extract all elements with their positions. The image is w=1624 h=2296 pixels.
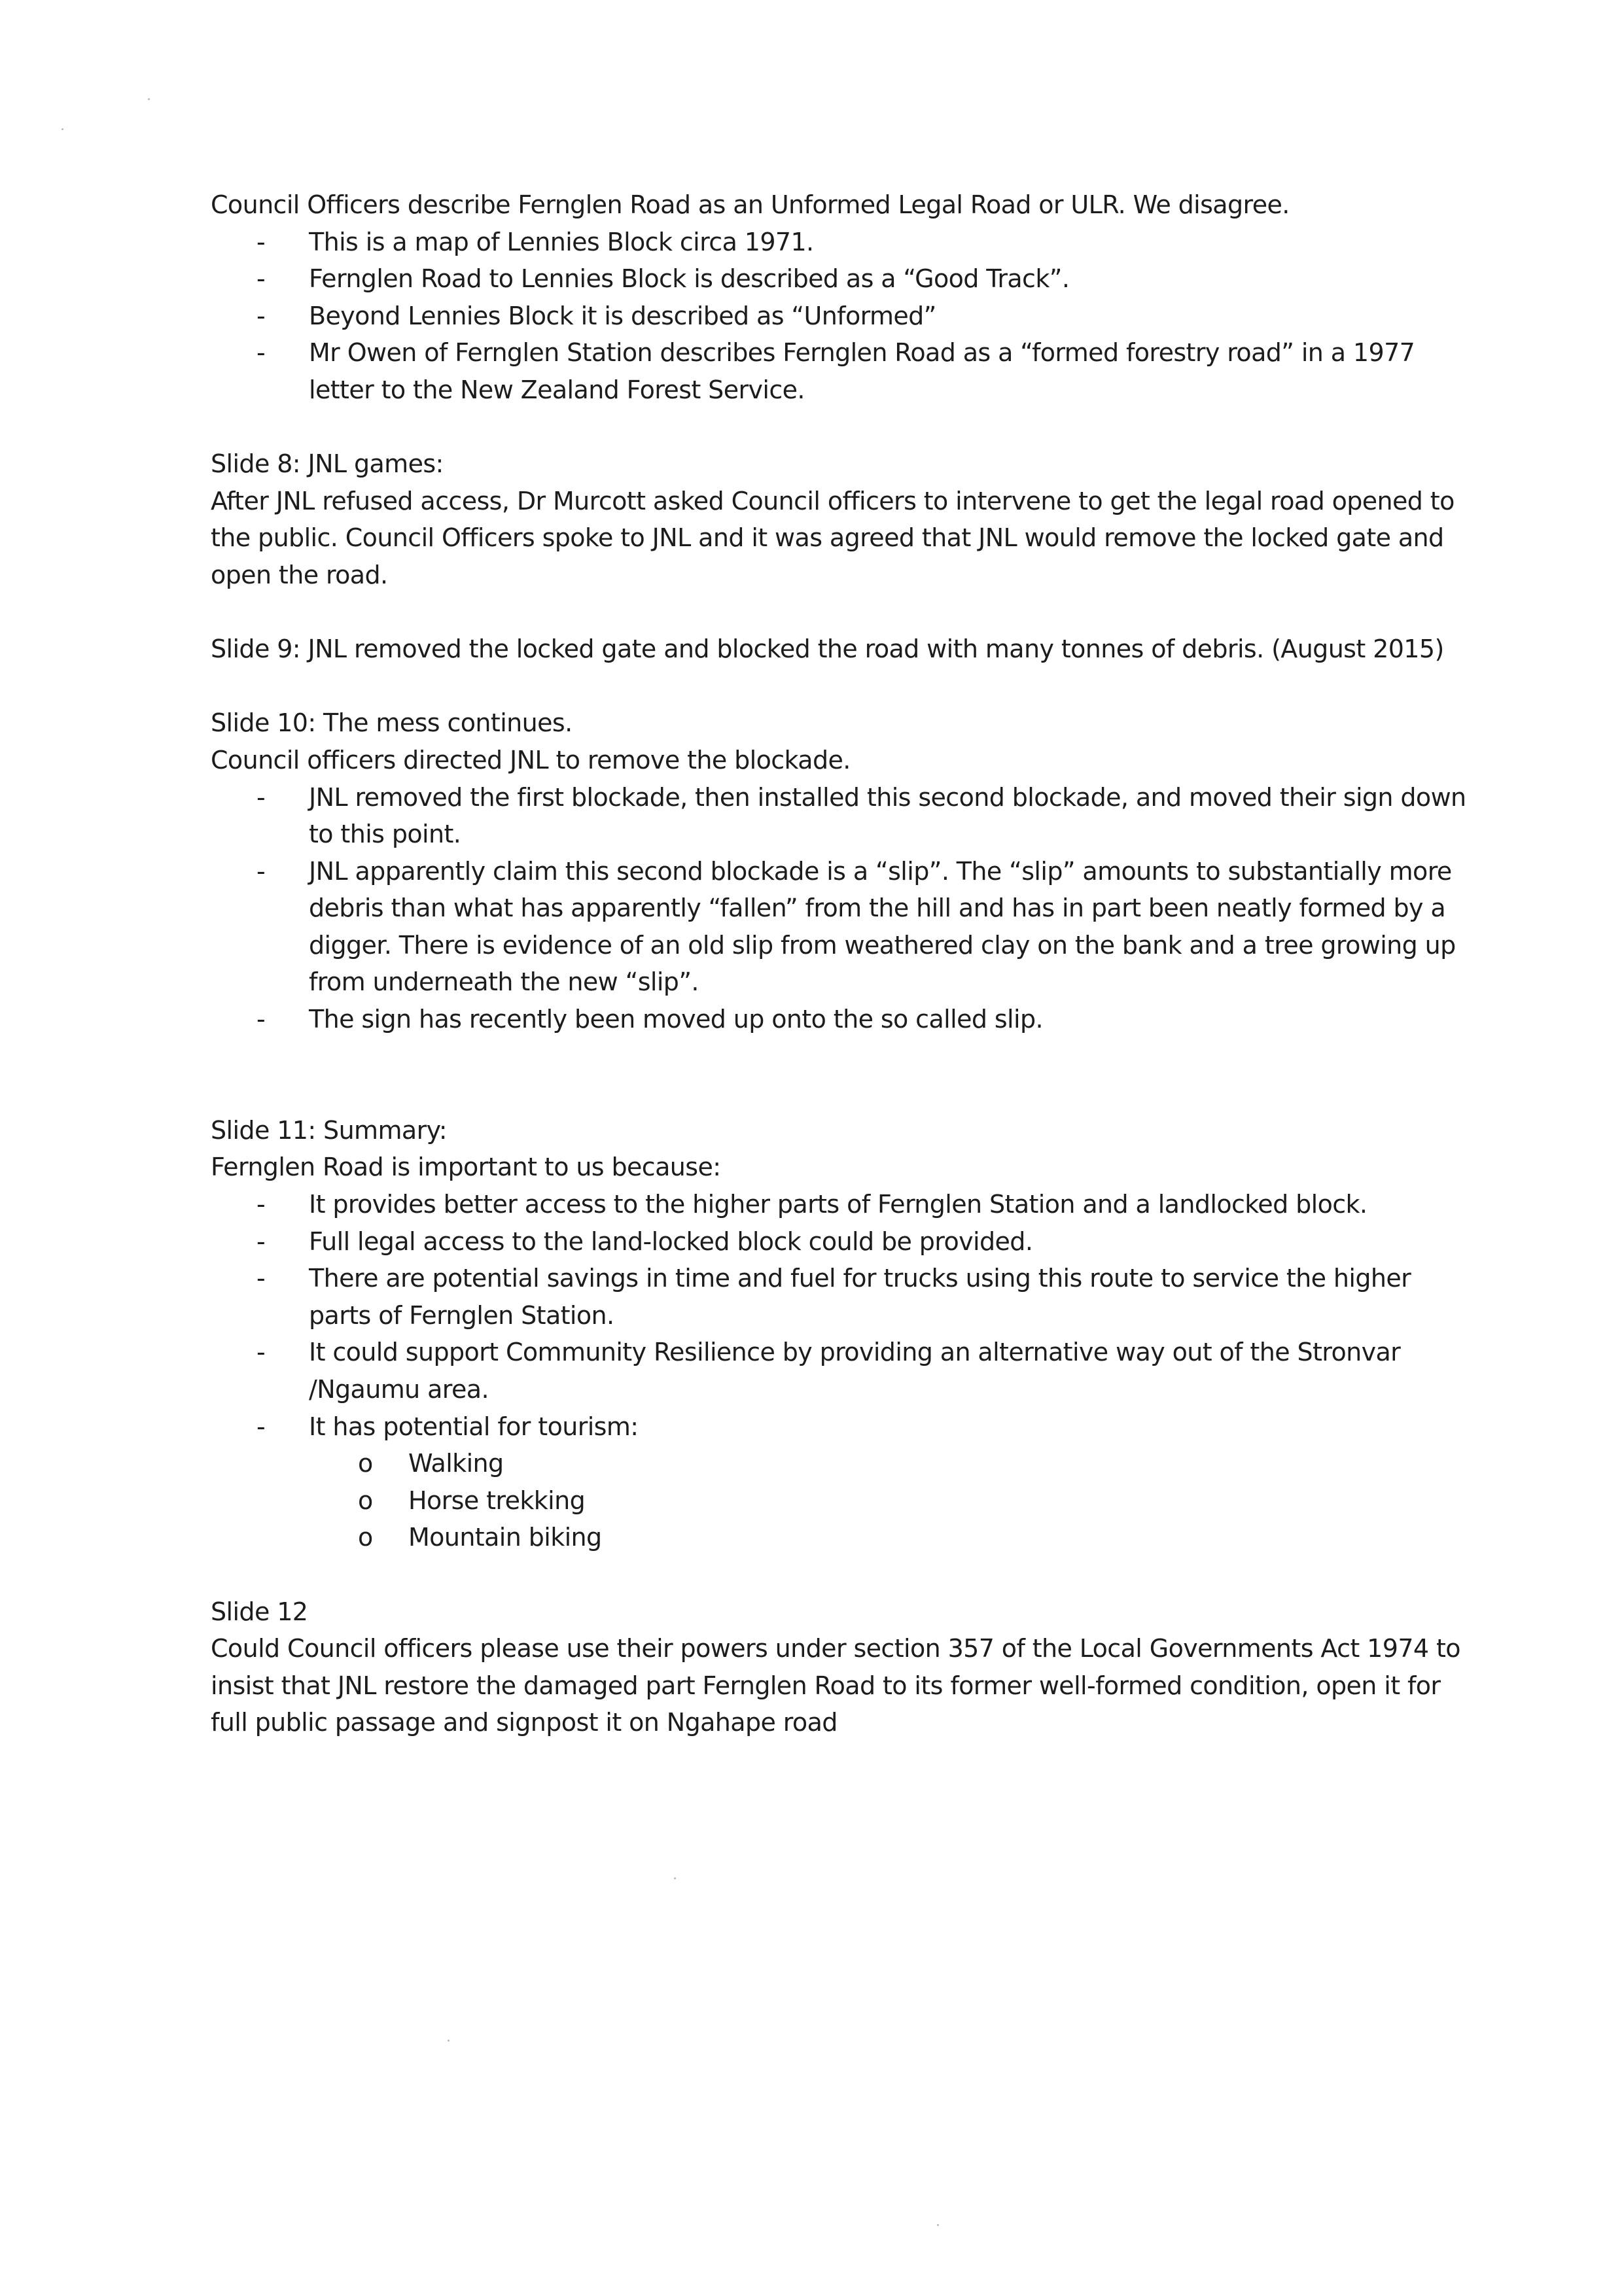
list-item: o Walking	[211, 1445, 1467, 1482]
slide11-section	[211, 1112, 1467, 1556]
list-item: - It could support Community Resilience by providing an alternative way out of the Stronvar /Ngaumu area.	[211, 1334, 1467, 1408]
slide8-section	[211, 445, 1467, 593]
list-item: - This is a map of Lennies Block circa 1971.	[211, 224, 1467, 261]
list-item: o Mountain biking	[211, 1519, 1467, 1556]
tourism-sub-list	[211, 1445, 1467, 1556]
slide10-bullet-list	[211, 779, 1467, 1038]
document-page	[211, 186, 1467, 1741]
spacer	[211, 409, 1467, 446]
list-item: - Full legal access to the land-locked block could be provided.	[211, 1223, 1467, 1261]
slide8-heading: Slide 8: JNL games:	[211, 449, 444, 479]
scan-speck	[62, 128, 63, 130]
list-item: - JNL removed the first blockade, then installed this second blockade, and moved their sign down to this point.	[211, 779, 1467, 853]
slide8-paragraph: After JNL refused access, Dr Murcott asked Council officers to intervene to get the legal road opened to the public. Council Officers spoke to JNL and it was agreed that JNL would remove the locked gate and open the road.	[211, 486, 1455, 589]
slide12-section	[211, 1593, 1467, 1741]
slide11-heading: Slide 11: Summary:	[211, 1115, 447, 1145]
slide11-paragraph: Fernglen Road is important to us because:	[211, 1153, 721, 1182]
scan-speck	[937, 2224, 939, 2226]
intro-paragraph: Council Officers describe Fernglen Road as an Unformed Legal Road or ULR. We disagree.	[211, 190, 1290, 219]
slide10-heading: Slide 10: The mess continues.	[211, 708, 573, 738]
list-item: - Mr Owen of Fernglen Station describes Fernglen Road as a “formed forestry road” in a 1977 letter to the New Zealand Forest Service.	[211, 334, 1467, 408]
slide9-paragraph: Slide 9: JNL removed the locked gate and blocked the road with many tonnes of debris. (August 2015)	[211, 635, 1444, 664]
spacer	[211, 594, 1467, 631]
slide11-bullet-list	[211, 1186, 1467, 1445]
spacer	[211, 1556, 1467, 1593]
list-item: o Horse trekking	[211, 1482, 1467, 1520]
scan-speck	[148, 98, 150, 100]
slide10-section	[211, 704, 1467, 1037]
slide12-paragraph: Could Council officers please use their powers under section 357 of the Local Governments Act 1974 to insist that JNL restore the damaged part Fernglen Road to its former well-formed condition, open it for full public passage and signpost it on Ngahape road	[211, 1634, 1460, 1737]
list-item: - Fernglen Road to Lennies Block is described as a “Good Track”.	[211, 260, 1467, 298]
list-item: - JNL apparently claim this second blockade is a “slip”. The “slip” amounts to substantially more debris than what has apparently “fallen” from the hill and has in part been neatly formed by a digger. There is evidence of an old slip from weathered clay on the bank and a tree growing up from underneath the new “slip”.	[211, 853, 1467, 1001]
list-item: - There are potential savings in time and fuel for trucks using this route to service the higher parts of Fernglen Station.	[211, 1260, 1467, 1334]
intro-bullet-list	[211, 224, 1467, 409]
spacer	[211, 1038, 1467, 1112]
spacer	[211, 668, 1467, 705]
list-item: - The sign has recently been moved up onto the so called slip.	[211, 1001, 1467, 1038]
list-item: - It has potential for tourism:	[211, 1408, 1467, 1446]
scan-speck	[674, 1877, 676, 1879]
list-item: - It provides better access to the higher parts of Fernglen Station and a landlocked block.	[211, 1186, 1467, 1223]
slide12-heading: Slide 12	[211, 1597, 308, 1626]
intro-section	[211, 186, 1467, 409]
slide10-paragraph: Council officers directed JNL to remove the blockade.	[211, 745, 851, 774]
scan-speck	[448, 2040, 450, 2042]
list-item: - Beyond Lennies Block it is described as “Unformed”	[211, 298, 1467, 335]
slide9-section	[211, 631, 1467, 668]
